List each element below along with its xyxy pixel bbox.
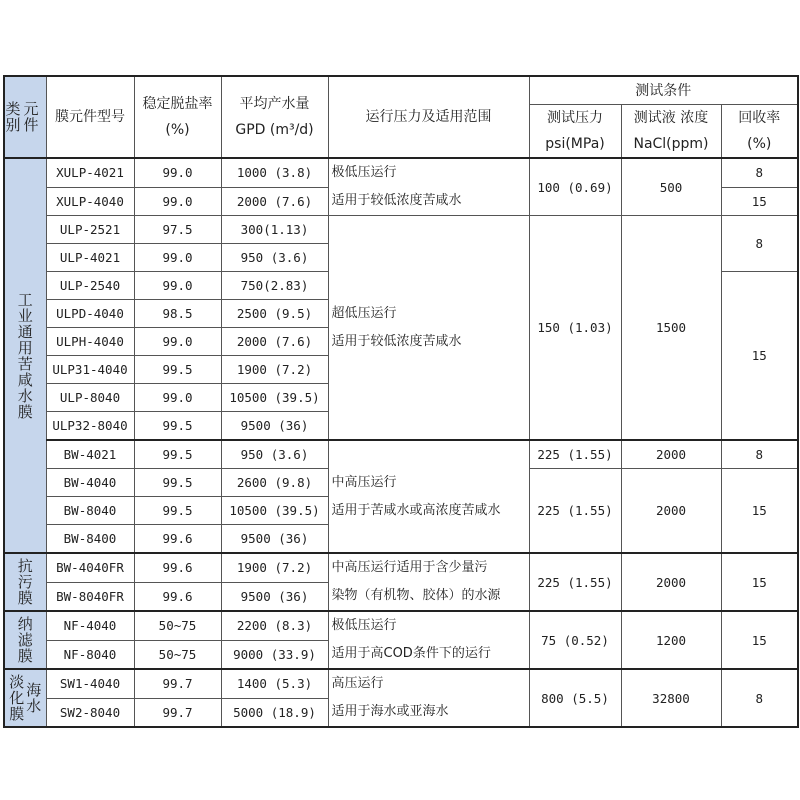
header-range: 运行压力及适用范围	[328, 76, 529, 158]
rejection: 98.5	[134, 300, 221, 328]
recovery: 15	[721, 187, 798, 216]
model: BW-8400	[46, 525, 134, 554]
flow: 1900 (7.2)	[221, 356, 328, 384]
pressure: 225 (1.55)	[529, 440, 621, 469]
model: ULP31-4040	[46, 356, 134, 384]
model: ULP32-8040	[46, 412, 134, 441]
rejection: 99.5	[134, 469, 221, 497]
header-recovery: 回收率 (%)	[721, 105, 798, 159]
flow: 950 (3.6)	[221, 440, 328, 469]
rejection: 99.5	[134, 412, 221, 441]
rejection: 99.0	[134, 272, 221, 300]
range: 超低压运行 适用于较低浓度苦咸水	[328, 216, 529, 441]
recovery: 8	[721, 216, 798, 272]
flow: 2000 (7.6)	[221, 328, 328, 356]
rejection: 99.0	[134, 187, 221, 216]
flow: 9500 (36)	[221, 582, 328, 611]
model: BW-8040FR	[46, 582, 134, 611]
rejection: 99.0	[134, 244, 221, 272]
rejection: 50~75	[134, 640, 221, 669]
concentration: 2000	[621, 440, 721, 469]
header-model: 膜元件型号	[46, 76, 134, 158]
flow: 5000 (18.9)	[221, 698, 328, 727]
header-test-conditions: 测试条件	[529, 76, 798, 105]
header-category: 类别 元件	[4, 76, 46, 158]
header-flow: 平均产水量 GPD (m³/d)	[221, 76, 328, 158]
group-industrial: 工业通用苦咸水膜	[4, 158, 46, 553]
header-rejection: 稳定脱盐率 (%)	[134, 76, 221, 158]
model: ULP-2521	[46, 216, 134, 244]
rejection: 99.0	[134, 158, 221, 187]
recovery: 15	[721, 272, 798, 441]
flow: 10500 (39.5)	[221, 497, 328, 525]
group-antifouling: 抗污膜	[4, 553, 46, 611]
range: 中高压运行 适用于苦咸水或高浓度苦咸水	[328, 440, 529, 553]
range: 高压运行 适用于海水或亚海水	[328, 669, 529, 727]
concentration: 32800	[621, 669, 721, 727]
recovery: 15	[721, 469, 798, 554]
flow: 1400 (5.3)	[221, 669, 328, 698]
pressure: 225 (1.55)	[529, 553, 621, 611]
membrane-spec-table	[3, 75, 799, 728]
model: ULP-2540	[46, 272, 134, 300]
flow: 1900 (7.2)	[221, 553, 328, 582]
group-seawater: 淡化膜 海水	[4, 669, 46, 727]
concentration: 2000	[621, 469, 721, 554]
rejection: 99.0	[134, 384, 221, 412]
recovery: 15	[721, 553, 798, 611]
recovery: 8	[721, 440, 798, 469]
model: BW-4040FR	[46, 553, 134, 582]
rejection: 99.6	[134, 525, 221, 554]
pressure: 75 (0.52)	[529, 611, 621, 669]
range: 极低压运行 适用于较低浓度苦咸水	[328, 158, 529, 216]
model: BW-4040	[46, 469, 134, 497]
model: SW2-8040	[46, 698, 134, 727]
model: NF-4040	[46, 611, 134, 640]
flow: 2000 (7.6)	[221, 187, 328, 216]
model: ULPD-4040	[46, 300, 134, 328]
model: SW1-4040	[46, 669, 134, 698]
model: BW-8040	[46, 497, 134, 525]
model: ULPH-4040	[46, 328, 134, 356]
rejection: 99.6	[134, 553, 221, 582]
model: BW-4021	[46, 440, 134, 469]
flow: 2600 (9.8)	[221, 469, 328, 497]
recovery: 8	[721, 669, 798, 727]
pressure: 225 (1.55)	[529, 469, 621, 554]
model: ULP-8040	[46, 384, 134, 412]
flow: 300(1.13)	[221, 216, 328, 244]
flow: 10500 (39.5)	[221, 384, 328, 412]
group-nanofiltration: 纳滤膜	[4, 611, 46, 669]
model: XULP-4040	[46, 187, 134, 216]
header-concentration: 测试液 浓度 NaCl(ppm)	[621, 105, 721, 159]
flow: 2200 (8.3)	[221, 611, 328, 640]
flow: 9500 (36)	[221, 525, 328, 554]
rejection: 50~75	[134, 611, 221, 640]
rejection: 99.5	[134, 440, 221, 469]
rejection: 99.7	[134, 698, 221, 727]
rejection: 99.5	[134, 356, 221, 384]
flow: 9000 (33.9)	[221, 640, 328, 669]
flow: 9500 (36)	[221, 412, 328, 441]
model: NF-8040	[46, 640, 134, 669]
recovery: 8	[721, 158, 798, 187]
rejection: 99.7	[134, 669, 221, 698]
rejection: 99.5	[134, 497, 221, 525]
range: 极低压运行 适用于高COD条件下的运行	[328, 611, 529, 669]
concentration: 1200	[621, 611, 721, 669]
concentration: 500	[621, 158, 721, 216]
rejection: 99.0	[134, 328, 221, 356]
pressure: 800 (5.5)	[529, 669, 621, 727]
rejection: 97.5	[134, 216, 221, 244]
flow: 1000 (3.8)	[221, 158, 328, 187]
pressure: 150 (1.03)	[529, 216, 621, 441]
model: ULP-4021	[46, 244, 134, 272]
rejection: 99.6	[134, 582, 221, 611]
flow: 750(2.83)	[221, 272, 328, 300]
model: XULP-4021	[46, 158, 134, 187]
flow: 950 (3.6)	[221, 244, 328, 272]
range: 中高压运行适用于含少量污 染物（有机物、胶体）的水源	[328, 553, 529, 611]
pressure: 100 (0.69)	[529, 158, 621, 216]
concentration: 1500	[621, 216, 721, 441]
concentration: 2000	[621, 553, 721, 611]
recovery: 15	[721, 611, 798, 669]
header-pressure: 测试压力 psi(MPa)	[529, 105, 621, 159]
flow: 2500 (9.5)	[221, 300, 328, 328]
